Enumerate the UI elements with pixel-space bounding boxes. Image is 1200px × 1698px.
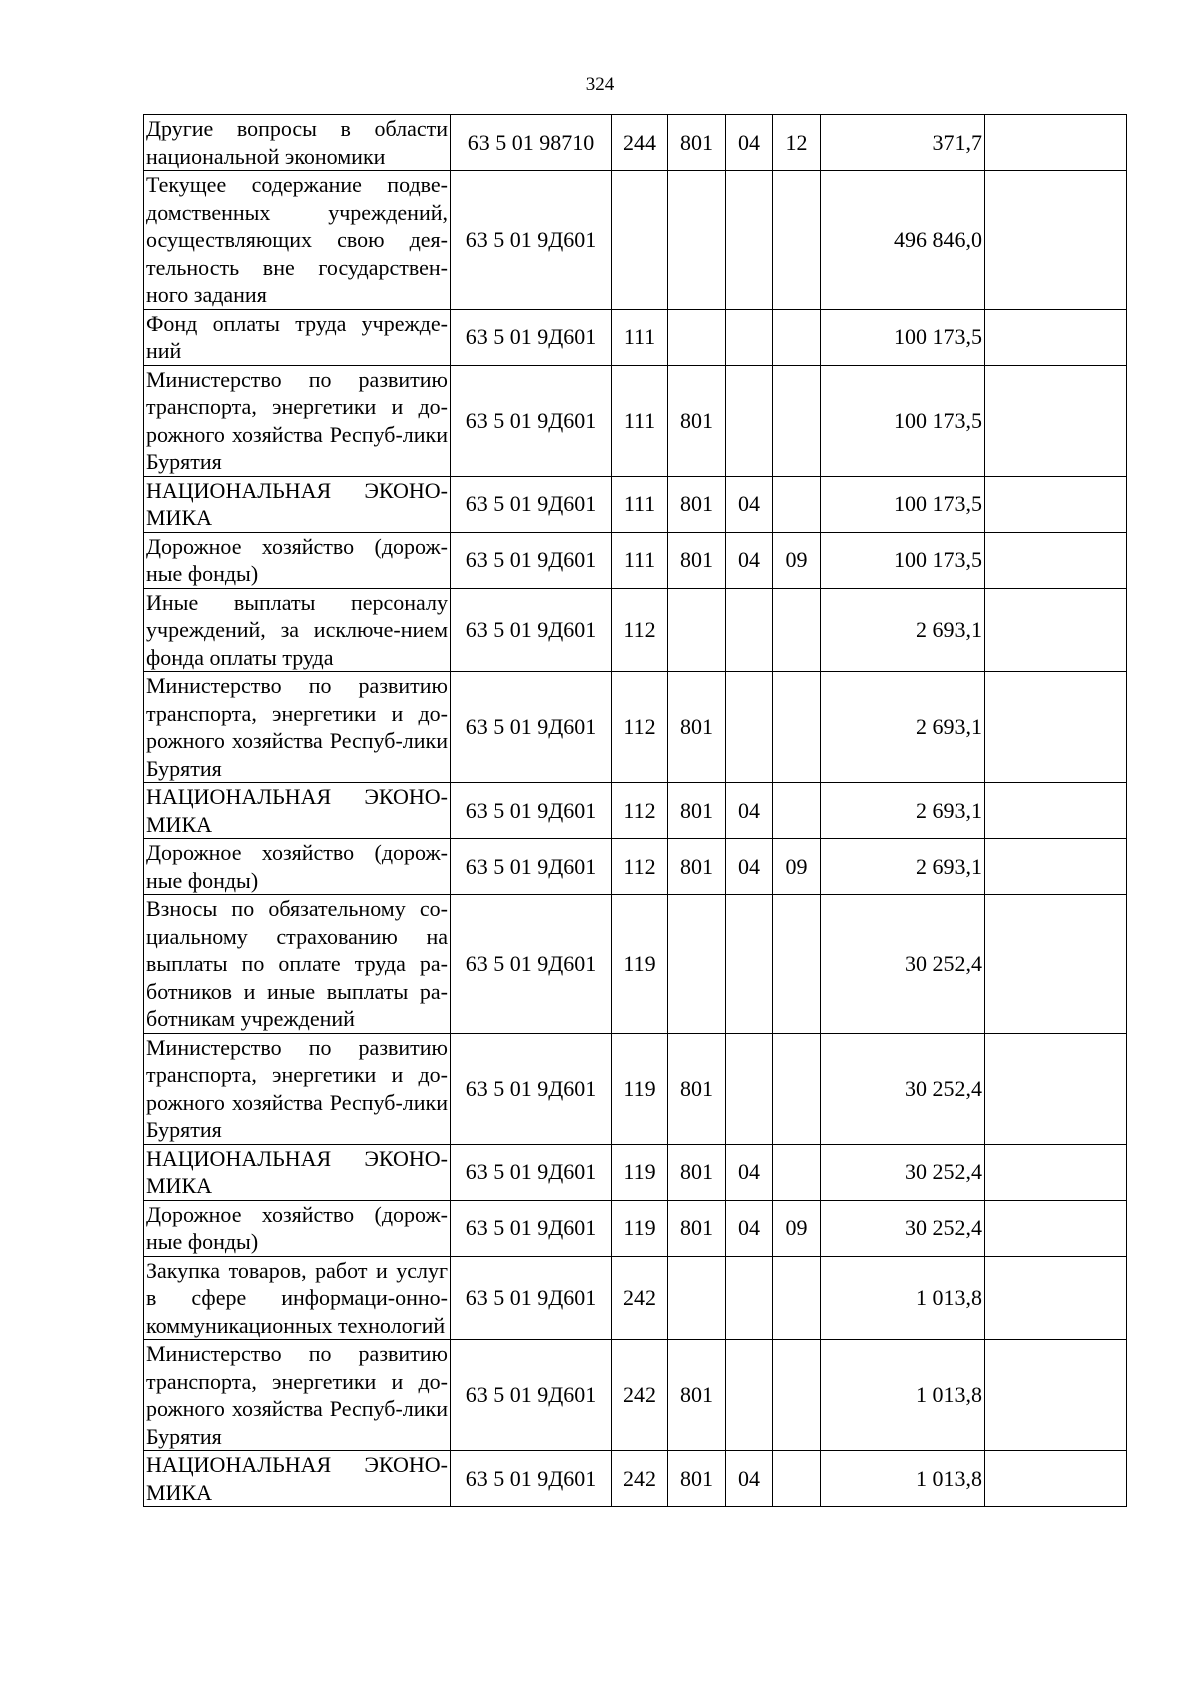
target-article-cell: 63 5 01 98710 [451,115,612,171]
subsection-cell [773,365,821,476]
section-cell [726,1033,773,1144]
subsection-cell [773,1256,821,1340]
expense-type-cell: 112 [612,839,668,895]
amount-cell: 2 693,1 [821,783,985,839]
subsection-cell: 09 [773,1200,821,1256]
extra-cell [985,1340,1127,1451]
expense-type-cell: 112 [612,588,668,672]
ministry-code-cell [668,588,726,672]
ministry-code-cell: 801 [668,672,726,783]
extra-cell [985,588,1127,672]
budget-table [143,114,1127,1507]
table-row [144,1256,1127,1340]
row-name-cell: Министерство по развитию транспорта, энергетики и до-рожного хозяйства Респуб-лики Бурятия [144,365,451,476]
subsection-cell [773,1451,821,1507]
ministry-code-cell [668,309,726,365]
ministry-code-cell: 801 [668,1033,726,1144]
amount-cell: 2 693,1 [821,839,985,895]
table-row [144,171,1127,310]
expense-type-cell: 242 [612,1256,668,1340]
section-cell [726,895,773,1034]
section-cell: 04 [726,839,773,895]
target-article-cell: 63 5 01 9Д601 [451,476,612,532]
expense-type-cell [612,171,668,310]
row-name-cell: Министерство по развитию транспорта, энергетики и до-рожного хозяйства Респуб-лики Бурятия [144,1033,451,1144]
section-cell [726,1340,773,1451]
expense-type-cell: 119 [612,895,668,1034]
subsection-cell: 09 [773,839,821,895]
amount-cell: 30 252,4 [821,1033,985,1144]
row-name-cell: НАЦИОНАЛЬНАЯ ЭКОНО-МИКА [144,476,451,532]
subsection-cell: 12 [773,115,821,171]
expense-type-cell: 119 [612,1033,668,1144]
ministry-code-cell: 801 [668,839,726,895]
ministry-code-cell [668,1256,726,1340]
amount-cell: 2 693,1 [821,588,985,672]
extra-cell [985,171,1127,310]
amount-cell: 2 693,1 [821,672,985,783]
section-cell: 04 [726,115,773,171]
subsection-cell [773,171,821,310]
row-name-cell: НАЦИОНАЛЬНАЯ ЭКОНО-МИКА [144,1144,451,1200]
table-row [144,1033,1127,1144]
row-name-cell: Дорожное хозяйство (дорож-ные фонды) [144,532,451,588]
extra-cell [985,1200,1127,1256]
target-article-cell: 63 5 01 9Д601 [451,1144,612,1200]
table-row [144,115,1127,171]
amount-cell: 371,7 [821,115,985,171]
amount-cell: 100 173,5 [821,365,985,476]
amount-cell: 30 252,4 [821,895,985,1034]
table-row [144,309,1127,365]
row-name-cell: НАЦИОНАЛЬНАЯ ЭКОНО-МИКА [144,783,451,839]
section-cell [726,309,773,365]
ministry-code-cell: 801 [668,1200,726,1256]
section-cell: 04 [726,1451,773,1507]
extra-cell [985,783,1127,839]
amount-cell: 100 173,5 [821,532,985,588]
ministry-code-cell: 801 [668,365,726,476]
target-article-cell: 63 5 01 9Д601 [451,839,612,895]
amount-cell: 1 013,8 [821,1340,985,1451]
extra-cell [985,1451,1127,1507]
target-article-cell: 63 5 01 9Д601 [451,783,612,839]
table-row [144,476,1127,532]
subsection-cell: 09 [773,532,821,588]
section-cell: 04 [726,783,773,839]
subsection-cell [773,1144,821,1200]
subsection-cell [773,1033,821,1144]
expense-type-cell: 111 [612,476,668,532]
ministry-code-cell: 801 [668,1451,726,1507]
extra-cell [985,1033,1127,1144]
table-row [144,1451,1127,1507]
subsection-cell [773,1340,821,1451]
ministry-code-cell: 801 [668,1340,726,1451]
expense-type-cell: 112 [612,672,668,783]
table-row [144,672,1127,783]
row-name-cell: Дорожное хозяйство (дорож-ные фонды) [144,1200,451,1256]
extra-cell [985,1144,1127,1200]
table-row [144,895,1127,1034]
section-cell: 04 [726,1144,773,1200]
target-article-cell: 63 5 01 9Д601 [451,309,612,365]
section-cell [726,1256,773,1340]
amount-cell: 30 252,4 [821,1144,985,1200]
expense-type-cell: 242 [612,1451,668,1507]
ministry-code-cell: 801 [668,783,726,839]
ministry-code-cell [668,895,726,1034]
target-article-cell: 63 5 01 9Д601 [451,365,612,476]
extra-cell [985,365,1127,476]
target-article-cell: 63 5 01 9Д601 [451,532,612,588]
section-cell: 04 [726,476,773,532]
section-cell [726,365,773,476]
budget-table-body [144,115,1127,1507]
subsection-cell [773,588,821,672]
extra-cell [985,895,1127,1034]
amount-cell: 100 173,5 [821,309,985,365]
expense-type-cell: 112 [612,783,668,839]
amount-cell: 496 846,0 [821,171,985,310]
row-name-cell: Министерство по развитию транспорта, энергетики и до-рожного хозяйства Респуб-лики Бурятия [144,1340,451,1451]
target-article-cell: 63 5 01 9Д601 [451,672,612,783]
section-cell [726,588,773,672]
amount-cell: 100 173,5 [821,476,985,532]
expense-type-cell: 244 [612,115,668,171]
table-row [144,532,1127,588]
extra-cell [985,476,1127,532]
row-name-cell: Другие вопросы в области национальной экономики [144,115,451,171]
target-article-cell: 63 5 01 9Д601 [451,1451,612,1507]
subsection-cell [773,309,821,365]
row-name-cell: Дорожное хозяйство (дорож-ные фонды) [144,839,451,895]
target-article-cell: 63 5 01 9Д601 [451,588,612,672]
amount-cell: 30 252,4 [821,1200,985,1256]
target-article-cell: 63 5 01 9Д601 [451,895,612,1034]
row-name-cell: Взносы по обязательному со-циальному страхованию на выплаты по оплате труда ра-ботников и иные выплаты ра-ботникам учреждений [144,895,451,1034]
section-cell: 04 [726,532,773,588]
extra-cell [985,115,1127,171]
ministry-code-cell [668,171,726,310]
table-row [144,1340,1127,1451]
table-row [144,588,1127,672]
section-cell [726,171,773,310]
expense-type-cell: 111 [612,365,668,476]
table-row [144,365,1127,476]
row-name-cell: Текущее содержание подве-домственных учреждений, осуществляющих свою дея-тельность вне государствен-ного задания [144,171,451,310]
table-row [144,1200,1127,1256]
row-name-cell: НАЦИОНАЛЬНАЯ ЭКОНО-МИКА [144,1451,451,1507]
expense-type-cell: 111 [612,532,668,588]
subsection-cell [773,783,821,839]
extra-cell [985,1256,1127,1340]
subsection-cell [773,476,821,532]
row-name-cell: Иные выплаты персоналу учреждений, за исключе-нием фонда оплаты труда [144,588,451,672]
extra-cell [985,309,1127,365]
target-article-cell: 63 5 01 9Д601 [451,171,612,310]
extra-cell [985,532,1127,588]
expense-type-cell: 242 [612,1340,668,1451]
target-article-cell: 63 5 01 9Д601 [451,1200,612,1256]
ministry-code-cell: 801 [668,532,726,588]
target-article-cell: 63 5 01 9Д601 [451,1340,612,1451]
row-name-cell: Министерство по развитию транспорта, энергетики и до-рожного хозяйства Респуб-лики Бурятия [144,672,451,783]
ministry-code-cell: 801 [668,1144,726,1200]
amount-cell: 1 013,8 [821,1451,985,1507]
subsection-cell [773,895,821,1034]
ministry-code-cell: 801 [668,476,726,532]
row-name-cell: Закупка товаров, работ и услуг в сфере информаци-онно-коммуникационных технологий [144,1256,451,1340]
section-cell: 04 [726,1200,773,1256]
expense-type-cell: 119 [612,1200,668,1256]
row-name-cell: Фонд оплаты труда учрежде-ний [144,309,451,365]
extra-cell [985,672,1127,783]
subsection-cell [773,672,821,783]
table-row [144,783,1127,839]
table-row [144,839,1127,895]
table-row [144,1144,1127,1200]
target-article-cell: 63 5 01 9Д601 [451,1033,612,1144]
extra-cell [985,839,1127,895]
target-article-cell: 63 5 01 9Д601 [451,1256,612,1340]
section-cell [726,672,773,783]
expense-type-cell: 119 [612,1144,668,1200]
expense-type-cell: 111 [612,309,668,365]
page-number: 324 [585,74,615,95]
ministry-code-cell: 801 [668,115,726,171]
amount-cell: 1 013,8 [821,1256,985,1340]
